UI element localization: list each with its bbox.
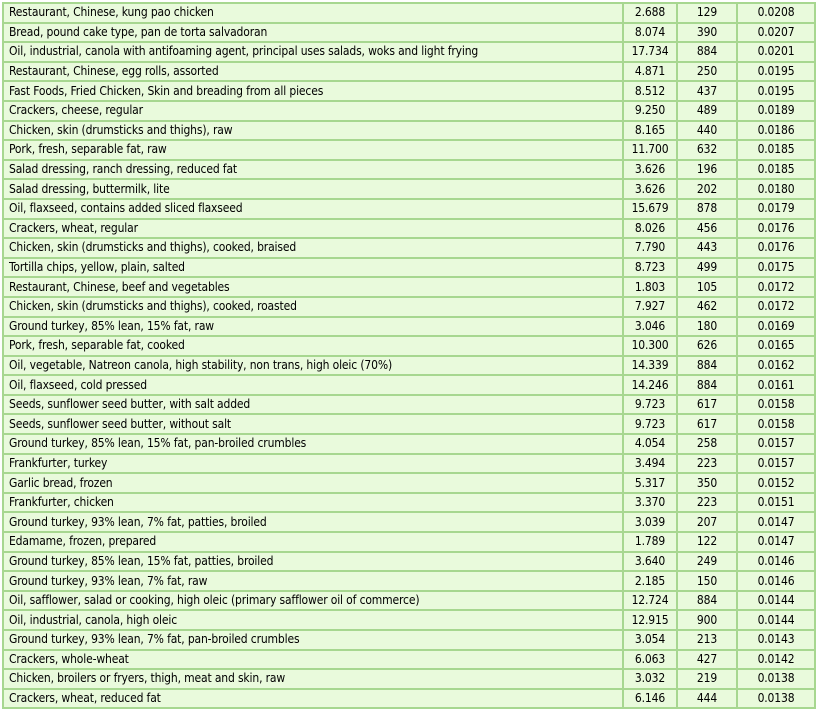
table-row bbox=[3, 336, 815, 356]
food-name-cell: Chicken, skin (drumsticks and thighs), cooked, braised bbox=[3, 238, 623, 258]
value-b-cell: 122 bbox=[677, 532, 737, 552]
value-c-cell: 0.0151 bbox=[737, 493, 815, 513]
value-b-cell: 489 bbox=[677, 101, 737, 121]
value-c-cell: 0.0144 bbox=[737, 610, 815, 630]
value-b-cell: 150 bbox=[677, 571, 737, 591]
food-name-cell: Bread, pound cake type, pan de torta salvadoran bbox=[3, 23, 623, 43]
value-c-cell: 0.0208 bbox=[737, 3, 815, 23]
value-a-cell: 6.063 bbox=[623, 650, 677, 670]
value-a-cell: 3.626 bbox=[623, 160, 677, 180]
value-a-cell: 1.789 bbox=[623, 532, 677, 552]
value-b-cell: 444 bbox=[677, 689, 737, 709]
value-a-cell: 14.246 bbox=[623, 375, 677, 395]
table-row bbox=[3, 258, 815, 278]
table-row bbox=[3, 375, 815, 395]
value-a-cell: 6.146 bbox=[623, 689, 677, 709]
value-c-cell: 0.0138 bbox=[737, 669, 815, 689]
food-name-cell: Oil, industrial, canola, high oleic bbox=[3, 610, 623, 630]
value-a-cell: 3.046 bbox=[623, 317, 677, 337]
table-row bbox=[3, 42, 815, 62]
value-b-cell: 390 bbox=[677, 23, 737, 43]
value-a-cell: 3.370 bbox=[623, 493, 677, 513]
value-b-cell: 223 bbox=[677, 454, 737, 474]
food-name-cell: Crackers, cheese, regular bbox=[3, 101, 623, 121]
value-b-cell: 427 bbox=[677, 650, 737, 670]
value-c-cell: 0.0195 bbox=[737, 81, 815, 101]
value-a-cell: 5.317 bbox=[623, 473, 677, 493]
food-name-cell: Oil, flaxseed, cold pressed bbox=[3, 375, 623, 395]
value-a-cell: 8.165 bbox=[623, 121, 677, 141]
food-name-cell: Garlic bread, frozen bbox=[3, 473, 623, 493]
value-a-cell: 3.032 bbox=[623, 669, 677, 689]
value-c-cell: 0.0179 bbox=[737, 199, 815, 219]
food-name-cell: Ground turkey, 85% lean, 15% fat, raw bbox=[3, 317, 623, 337]
value-a-cell: 4.054 bbox=[623, 434, 677, 454]
value-b-cell: 884 bbox=[677, 375, 737, 395]
food-name-cell: Ground turkey, 85% lean, 15% fat, patties, broiled bbox=[3, 552, 623, 572]
table-row bbox=[3, 414, 815, 434]
value-b-cell: 202 bbox=[677, 179, 737, 199]
food-name-cell: Ground turkey, 93% lean, 7% fat, pan-broiled crumbles bbox=[3, 630, 623, 650]
value-c-cell: 0.0169 bbox=[737, 317, 815, 337]
value-b-cell: 884 bbox=[677, 356, 737, 376]
food-name-cell: Crackers, whole-wheat bbox=[3, 650, 623, 670]
food-data-table bbox=[2, 2, 816, 709]
table-row bbox=[3, 140, 815, 160]
value-a-cell: 2.688 bbox=[623, 3, 677, 23]
food-name-cell: Chicken, skin (drumsticks and thighs), cooked, roasted bbox=[3, 297, 623, 317]
food-name-cell: Chicken, broilers or fryers, thigh, meat and skin, raw bbox=[3, 669, 623, 689]
value-a-cell: 9.723 bbox=[623, 395, 677, 415]
table-row bbox=[3, 317, 815, 337]
table-row bbox=[3, 454, 815, 474]
value-b-cell: 440 bbox=[677, 121, 737, 141]
table-row bbox=[3, 179, 815, 199]
value-c-cell: 0.0189 bbox=[737, 101, 815, 121]
value-a-cell: 8.512 bbox=[623, 81, 677, 101]
food-name-cell: Edamame, frozen, prepared bbox=[3, 532, 623, 552]
food-name-cell: Restaurant, Chinese, egg rolls, assorted bbox=[3, 62, 623, 82]
table-row bbox=[3, 199, 815, 219]
value-b-cell: 219 bbox=[677, 669, 737, 689]
table-row bbox=[3, 434, 815, 454]
value-a-cell: 14.339 bbox=[623, 356, 677, 376]
value-b-cell: 900 bbox=[677, 610, 737, 630]
food-name-cell: Pork, fresh, separable fat, raw bbox=[3, 140, 623, 160]
table-row bbox=[3, 395, 815, 415]
value-a-cell: 17.734 bbox=[623, 42, 677, 62]
table-row bbox=[3, 219, 815, 239]
value-a-cell: 7.927 bbox=[623, 297, 677, 317]
value-a-cell: 3.640 bbox=[623, 552, 677, 572]
value-b-cell: 249 bbox=[677, 552, 737, 572]
value-a-cell: 3.054 bbox=[623, 630, 677, 650]
table-row bbox=[3, 571, 815, 591]
value-b-cell: 617 bbox=[677, 395, 737, 415]
value-c-cell: 0.0201 bbox=[737, 42, 815, 62]
value-c-cell: 0.0176 bbox=[737, 219, 815, 239]
table-row bbox=[3, 238, 815, 258]
food-name-cell: Ground turkey, 93% lean, 7% fat, raw bbox=[3, 571, 623, 591]
value-c-cell: 0.0143 bbox=[737, 630, 815, 650]
table-row bbox=[3, 512, 815, 532]
food-name-cell: Chicken, skin (drumsticks and thighs), raw bbox=[3, 121, 623, 141]
value-a-cell: 11.700 bbox=[623, 140, 677, 160]
table-row bbox=[3, 3, 815, 23]
table-row bbox=[3, 101, 815, 121]
table-row bbox=[3, 356, 815, 376]
value-a-cell: 7.790 bbox=[623, 238, 677, 258]
value-b-cell: 350 bbox=[677, 473, 737, 493]
table-row bbox=[3, 493, 815, 513]
table-row bbox=[3, 591, 815, 611]
value-c-cell: 0.0146 bbox=[737, 552, 815, 572]
table-row bbox=[3, 473, 815, 493]
value-a-cell: 3.626 bbox=[623, 179, 677, 199]
value-b-cell: 129 bbox=[677, 3, 737, 23]
table-row bbox=[3, 160, 815, 180]
value-b-cell: 437 bbox=[677, 81, 737, 101]
value-c-cell: 0.0138 bbox=[737, 689, 815, 709]
food-name-cell: Salad dressing, buttermilk, lite bbox=[3, 179, 623, 199]
value-b-cell: 632 bbox=[677, 140, 737, 160]
food-name-cell: Salad dressing, ranch dressing, reduced fat bbox=[3, 160, 623, 180]
value-c-cell: 0.0180 bbox=[737, 179, 815, 199]
value-c-cell: 0.0176 bbox=[737, 238, 815, 258]
value-b-cell: 207 bbox=[677, 512, 737, 532]
table-row bbox=[3, 297, 815, 317]
table-body bbox=[3, 3, 815, 708]
data-table-container bbox=[2, 2, 815, 709]
table-row bbox=[3, 689, 815, 709]
value-a-cell: 3.494 bbox=[623, 454, 677, 474]
table-row bbox=[3, 23, 815, 43]
value-c-cell: 0.0144 bbox=[737, 591, 815, 611]
value-a-cell: 10.300 bbox=[623, 336, 677, 356]
food-name-cell: Pork, fresh, separable fat, cooked bbox=[3, 336, 623, 356]
value-c-cell: 0.0172 bbox=[737, 277, 815, 297]
value-c-cell: 0.0207 bbox=[737, 23, 815, 43]
table-row bbox=[3, 630, 815, 650]
value-a-cell: 8.074 bbox=[623, 23, 677, 43]
value-a-cell: 8.026 bbox=[623, 219, 677, 239]
value-a-cell: 9.250 bbox=[623, 101, 677, 121]
value-a-cell: 15.679 bbox=[623, 199, 677, 219]
food-name-cell: Seeds, sunflower seed butter, with salt added bbox=[3, 395, 623, 415]
value-c-cell: 0.0185 bbox=[737, 140, 815, 160]
value-c-cell: 0.0161 bbox=[737, 375, 815, 395]
table-row bbox=[3, 81, 815, 101]
food-name-cell: Frankfurter, turkey bbox=[3, 454, 623, 474]
food-name-cell: Frankfurter, chicken bbox=[3, 493, 623, 513]
value-b-cell: 884 bbox=[677, 591, 737, 611]
value-a-cell: 8.723 bbox=[623, 258, 677, 278]
table-row bbox=[3, 669, 815, 689]
food-name-cell: Oil, safflower, salad or cooking, high oleic (primary safflower oil of commerce) bbox=[3, 591, 623, 611]
value-c-cell: 0.0175 bbox=[737, 258, 815, 278]
value-b-cell: 196 bbox=[677, 160, 737, 180]
value-b-cell: 105 bbox=[677, 277, 737, 297]
food-name-cell: Crackers, wheat, reduced fat bbox=[3, 689, 623, 709]
value-c-cell: 0.0162 bbox=[737, 356, 815, 376]
food-name-cell: Seeds, sunflower seed butter, without salt bbox=[3, 414, 623, 434]
food-name-cell: Oil, flaxseed, contains added sliced flaxseed bbox=[3, 199, 623, 219]
value-b-cell: 223 bbox=[677, 493, 737, 513]
value-a-cell: 1.803 bbox=[623, 277, 677, 297]
value-c-cell: 0.0185 bbox=[737, 160, 815, 180]
value-b-cell: 213 bbox=[677, 630, 737, 650]
value-c-cell: 0.0195 bbox=[737, 62, 815, 82]
table-row bbox=[3, 610, 815, 630]
value-c-cell: 0.0158 bbox=[737, 414, 815, 434]
value-c-cell: 0.0157 bbox=[737, 434, 815, 454]
value-a-cell: 4.871 bbox=[623, 62, 677, 82]
value-b-cell: 617 bbox=[677, 414, 737, 434]
value-b-cell: 258 bbox=[677, 434, 737, 454]
value-c-cell: 0.0172 bbox=[737, 297, 815, 317]
value-c-cell: 0.0165 bbox=[737, 336, 815, 356]
table-row bbox=[3, 532, 815, 552]
food-name-cell: Ground turkey, 85% lean, 15% fat, pan-broiled crumbles bbox=[3, 434, 623, 454]
value-a-cell: 2.185 bbox=[623, 571, 677, 591]
value-b-cell: 462 bbox=[677, 297, 737, 317]
value-b-cell: 884 bbox=[677, 42, 737, 62]
value-b-cell: 499 bbox=[677, 258, 737, 278]
food-name-cell: Oil, industrial, canola with antifoaming agent, principal uses salads, woks and light frying bbox=[3, 42, 623, 62]
table-row bbox=[3, 121, 815, 141]
value-b-cell: 626 bbox=[677, 336, 737, 356]
table-row bbox=[3, 277, 815, 297]
value-c-cell: 0.0186 bbox=[737, 121, 815, 141]
value-c-cell: 0.0158 bbox=[737, 395, 815, 415]
food-name-cell: Oil, vegetable, Natreon canola, high stability, non trans, high oleic (70%) bbox=[3, 356, 623, 376]
value-c-cell: 0.0152 bbox=[737, 473, 815, 493]
food-name-cell: Fast Foods, Fried Chicken, Skin and breading from all pieces bbox=[3, 81, 623, 101]
food-name-cell: Restaurant, Chinese, kung pao chicken bbox=[3, 3, 623, 23]
food-name-cell: Restaurant, Chinese, beef and vegetables bbox=[3, 277, 623, 297]
value-a-cell: 3.039 bbox=[623, 512, 677, 532]
value-c-cell: 0.0142 bbox=[737, 650, 815, 670]
value-c-cell: 0.0147 bbox=[737, 532, 815, 552]
food-name-cell: Ground turkey, 93% lean, 7% fat, patties, broiled bbox=[3, 512, 623, 532]
value-b-cell: 443 bbox=[677, 238, 737, 258]
food-name-cell: Crackers, wheat, regular bbox=[3, 219, 623, 239]
table-row bbox=[3, 650, 815, 670]
value-a-cell: 12.915 bbox=[623, 610, 677, 630]
value-b-cell: 456 bbox=[677, 219, 737, 239]
value-b-cell: 878 bbox=[677, 199, 737, 219]
food-name-cell: Tortilla chips, yellow, plain, salted bbox=[3, 258, 623, 278]
value-b-cell: 250 bbox=[677, 62, 737, 82]
table-row bbox=[3, 62, 815, 82]
value-a-cell: 12.724 bbox=[623, 591, 677, 611]
value-c-cell: 0.0157 bbox=[737, 454, 815, 474]
value-c-cell: 0.0147 bbox=[737, 512, 815, 532]
value-a-cell: 9.723 bbox=[623, 414, 677, 434]
value-c-cell: 0.0146 bbox=[737, 571, 815, 591]
table-row bbox=[3, 552, 815, 572]
value-b-cell: 180 bbox=[677, 317, 737, 337]
